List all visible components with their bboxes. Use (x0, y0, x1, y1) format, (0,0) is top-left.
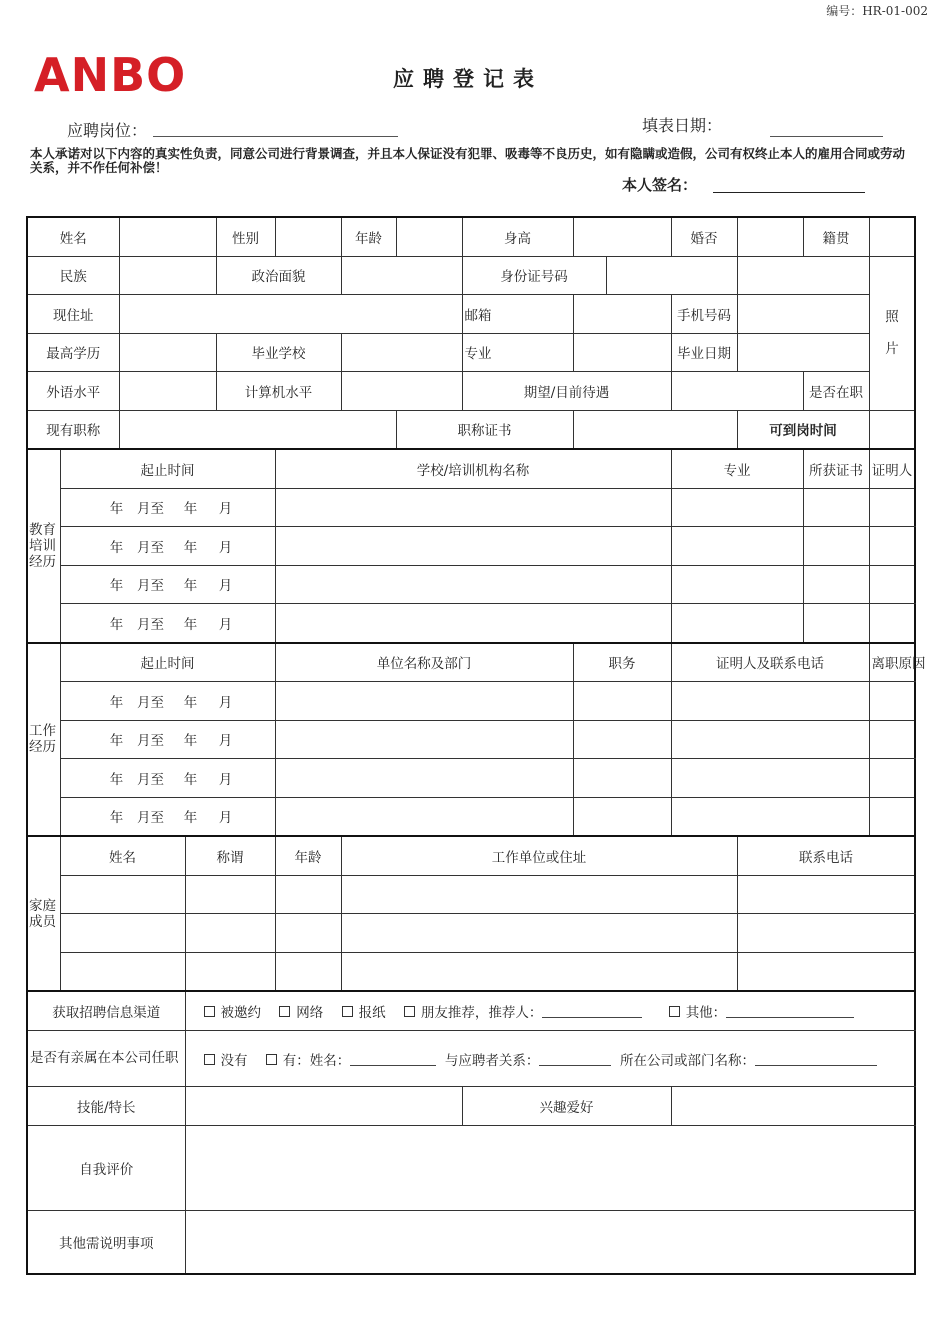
height-label: 身高 (462, 217, 573, 256)
work-header-reference: 证明人及联系电话 (671, 643, 869, 682)
language-field[interactable] (119, 372, 216, 411)
period-unit-2: 年 (183, 578, 198, 595)
computer-label: 计算机水平 (216, 372, 341, 411)
period-unit-2: 年 (183, 616, 198, 633)
edu-major-field[interactable] (671, 565, 803, 604)
table-row (27, 797, 915, 836)
relative-label: 是否有亲属在本公司任职 (27, 1031, 185, 1087)
work-reason-field[interactable] (869, 759, 915, 798)
work-company-field[interactable] (275, 797, 573, 836)
channel-options (185, 991, 915, 1031)
family-phone-field[interactable] (737, 952, 915, 991)
title-now-field[interactable] (119, 410, 396, 449)
application-form (26, 216, 926, 1275)
major-field[interactable] (573, 333, 671, 372)
family-relation-field[interactable] (185, 914, 275, 953)
photo-box[interactable]: 照 片 (869, 256, 915, 410)
period-unit-0: 年 (109, 733, 124, 750)
table-row (27, 604, 915, 643)
channel-option-referral: 朋友推荐，推荐人： (420, 1005, 543, 1021)
skills-field[interactable] (185, 1087, 462, 1126)
age-label: 年龄 (341, 217, 396, 256)
period-unit-2: 年 (183, 501, 198, 518)
school-field[interactable] (341, 333, 462, 372)
language-label: 外语水平 (27, 372, 119, 411)
checkbox[interactable] (266, 1054, 277, 1065)
edu-header-witness: 证明人 (869, 449, 915, 488)
edu-witness-field[interactable] (869, 604, 915, 643)
table-row (27, 527, 915, 566)
work-reference-field[interactable] (671, 720, 869, 759)
table-row (27, 720, 915, 759)
edu-major-field[interactable] (671, 527, 803, 566)
email-label: 邮箱 (462, 295, 573, 334)
signature-label: 本人签名： (622, 176, 698, 194)
other-channel-field[interactable] (726, 1005, 854, 1018)
other-notes-field[interactable] (185, 1211, 915, 1275)
company-logo: ANBO (34, 48, 187, 102)
family-name-field[interactable] (60, 952, 185, 991)
date-label: 填表日期： (642, 116, 723, 135)
native-field[interactable] (869, 217, 915, 256)
date-field[interactable] (770, 120, 883, 137)
family-header-address: 工作单位或住址 (341, 836, 737, 875)
work-position-field[interactable] (573, 720, 671, 759)
period-unit-1: 月至 (137, 578, 164, 595)
edu-cert-field[interactable] (803, 488, 869, 527)
table-row (27, 759, 915, 798)
family-name-field[interactable] (60, 914, 185, 953)
checkbox[interactable] (404, 1006, 415, 1017)
period-unit-1: 月至 (137, 810, 164, 827)
work-reason-field[interactable] (869, 797, 915, 836)
table-row (27, 488, 915, 527)
family-age-field[interactable] (275, 952, 341, 991)
channel-option-web: 网络 (296, 1005, 324, 1021)
edu-major-field[interactable] (671, 604, 803, 643)
hobby-field[interactable] (671, 1087, 915, 1126)
work-period-field[interactable] (60, 797, 275, 836)
family-address-field[interactable] (341, 952, 737, 991)
work-reference-field[interactable] (671, 759, 869, 798)
skills-label: 技能/特长 (27, 1087, 185, 1126)
family-header-phone: 联系电话 (737, 836, 915, 875)
edu-header-cert: 所获证书 (803, 449, 869, 488)
period-unit-2: 年 (183, 539, 198, 556)
relative-relation-label: 与应聘者关系： (444, 1052, 540, 1069)
grad-date-label: 毕业日期 (671, 333, 737, 372)
title-now-label: 现有职称 (27, 410, 119, 449)
period-unit-1: 月至 (137, 539, 164, 556)
age-field[interactable] (396, 217, 462, 256)
edu-period-field[interactable] (60, 488, 275, 527)
work-reason-field[interactable] (869, 682, 915, 721)
salary-field[interactable] (671, 372, 803, 411)
title-cert-field[interactable] (573, 410, 737, 449)
table-row (27, 914, 915, 953)
edu-cert-field[interactable] (803, 565, 869, 604)
work-company-field[interactable] (275, 682, 573, 721)
grad-date-field[interactable] (737, 333, 869, 372)
period-unit-2: 年 (183, 694, 198, 711)
applicant-promise: 本人承诺对以下内容的真实性负责，同意公司进行背景调查，并且本人保证没有犯罪、吸毒等不良历史，如有隐瞒或造假，公司有权终止本人的雇用合同或劳动关系，并不作任何补偿！ (30, 146, 906, 175)
period-unit-0: 年 (109, 539, 124, 556)
position-field[interactable] (153, 120, 398, 137)
period-unit-2: 年 (183, 810, 198, 827)
name-label: 姓名 (27, 217, 119, 256)
ethnic-label: 民族 (27, 256, 119, 295)
family-age-field[interactable] (275, 914, 341, 953)
married-field[interactable] (737, 217, 803, 256)
table-row (27, 952, 915, 991)
signature-field[interactable] (713, 177, 865, 193)
work-company-field[interactable] (275, 759, 573, 798)
edu-school-field[interactable] (275, 565, 671, 604)
work-position-field[interactable] (573, 759, 671, 798)
gender-label: 性别 (216, 217, 275, 256)
edu-header-school: 学校/培训机构名称 (275, 449, 671, 488)
period-unit-0: 年 (109, 810, 124, 827)
family-age-field[interactable] (275, 875, 341, 914)
work-header-position: 职务 (573, 643, 671, 682)
id-number-field[interactable] (606, 256, 737, 295)
work-position-field[interactable] (573, 682, 671, 721)
period-unit-0: 年 (109, 771, 124, 788)
page-title: 应聘登记表 (393, 66, 543, 91)
available-field[interactable] (869, 410, 915, 449)
family-relation-field[interactable] (185, 875, 275, 914)
channel-option-newspaper: 报纸 (358, 1005, 386, 1021)
relative-relation-field[interactable] (539, 1053, 611, 1066)
channel-option-invited: 被邀约 (220, 1005, 261, 1021)
name-field[interactable] (119, 217, 216, 256)
gender-field[interactable] (275, 217, 341, 256)
employed-label: 是否在职 (803, 372, 869, 411)
work-reference-field[interactable] (671, 682, 869, 721)
work-company-field[interactable] (275, 720, 573, 759)
edu-header-major: 专业 (671, 449, 803, 488)
period-unit-3: 月 (218, 810, 233, 827)
work-period-field[interactable] (60, 759, 275, 798)
work-header-period: 起止时间 (60, 643, 275, 682)
table-row (27, 682, 915, 721)
period-unit-3: 月 (218, 616, 233, 633)
family-name-field[interactable] (60, 875, 185, 914)
period-unit-0: 年 (109, 616, 124, 633)
period-unit-0: 年 (109, 578, 124, 595)
title-cert-label: 职称证书 (396, 410, 573, 449)
period-unit-2: 年 (183, 771, 198, 788)
self-eval-field[interactable] (185, 1126, 915, 1211)
education-label: 最高学历 (27, 333, 119, 372)
work-period-field[interactable] (60, 720, 275, 759)
position-label: 应聘岗位： (67, 121, 148, 140)
family-phone-field[interactable] (737, 875, 915, 914)
family-address-field[interactable] (341, 914, 737, 953)
edu-school-field[interactable] (275, 604, 671, 643)
married-label: 婚否 (671, 217, 737, 256)
id-number-field-ext[interactable] (737, 256, 869, 295)
relative-options (185, 1031, 915, 1087)
family-header-age: 年龄 (275, 836, 341, 875)
period-unit-1: 月至 (137, 733, 164, 750)
education-field[interactable] (119, 333, 216, 372)
family-header-name: 姓名 (60, 836, 185, 875)
checkbox[interactable] (342, 1006, 353, 1017)
relative-none: 没有 (220, 1052, 248, 1069)
channel-option-other: 其他： (685, 1005, 727, 1021)
period-unit-1: 月至 (137, 616, 164, 633)
edu-witness-field[interactable] (869, 565, 915, 604)
period-unit-3: 月 (218, 578, 233, 595)
channel-label: 获取招聘信息渠道 (27, 991, 185, 1031)
phone-field[interactable] (737, 295, 869, 334)
salary-label: 期望/目前待遇 (462, 372, 671, 411)
edu-major-field[interactable] (671, 488, 803, 527)
address-field[interactable] (119, 295, 462, 334)
period-unit-3: 月 (218, 733, 233, 750)
ethnic-field[interactable] (119, 256, 216, 295)
checkbox[interactable] (204, 1006, 215, 1017)
email-field[interactable] (573, 295, 671, 334)
edu-header-period: 起止时间 (60, 449, 275, 488)
political-field[interactable] (341, 256, 462, 295)
edu-witness-field[interactable] (869, 527, 915, 566)
period-unit-1: 月至 (137, 771, 164, 788)
self-eval-label: 自我评价 (27, 1126, 185, 1211)
relative-name-field[interactable] (350, 1053, 436, 1066)
family-phone-field[interactable] (737, 914, 915, 953)
period-unit-0: 年 (109, 501, 124, 518)
period-unit-2: 年 (183, 733, 198, 750)
height-field[interactable] (573, 217, 671, 256)
edu-period-field[interactable] (60, 565, 275, 604)
hobby-label: 兴趣爱好 (462, 1087, 671, 1126)
work-reference-field[interactable] (671, 797, 869, 836)
address-label: 现住址 (27, 295, 119, 334)
work-side-label: 工作经历 (27, 643, 60, 837)
period-unit-3: 月 (218, 694, 233, 711)
family-side-label: 家庭成员 (27, 836, 60, 991)
checkbox[interactable] (204, 1054, 215, 1065)
family-relation-field[interactable] (185, 952, 275, 991)
checkbox[interactable] (279, 1006, 290, 1017)
id-number-label: 身份证号码 (462, 256, 606, 295)
edu-cert-field[interactable] (803, 604, 869, 643)
family-header-relation: 称谓 (185, 836, 275, 875)
edu-school-field[interactable] (275, 527, 671, 566)
computer-field[interactable] (341, 372, 462, 411)
edu-school-field[interactable] (275, 488, 671, 527)
relative-yes-name: 有：姓名： (282, 1052, 351, 1069)
relative-dept-label: 所在公司或部门名称： (619, 1052, 755, 1069)
other-notes-label: 其他需说明事项 (27, 1211, 185, 1275)
relative-dept-field[interactable] (755, 1053, 877, 1066)
family-address-field[interactable] (341, 875, 737, 914)
phone-label: 手机号码 (671, 295, 737, 334)
work-period-field[interactable] (60, 682, 275, 721)
edu-side-label: 教育 培训 经历 (27, 449, 60, 643)
work-position-field[interactable] (573, 797, 671, 836)
period-unit-0: 年 (109, 694, 124, 711)
period-unit-1: 月至 (137, 694, 164, 711)
edu-witness-field[interactable] (869, 488, 915, 527)
work-header-company: 单位名称及部门 (275, 643, 573, 682)
period-unit-1: 月至 (137, 501, 164, 518)
native-label: 籍贯 (803, 217, 869, 256)
school-label: 毕业学校 (216, 333, 341, 372)
document-code: 编号：HR-01-002 (826, 4, 928, 18)
political-label: 政治面貌 (216, 256, 341, 295)
work-reason-field[interactable] (869, 720, 915, 759)
work-header-reason: 离职原因 (869, 643, 915, 682)
major-label: 专业 (462, 333, 573, 372)
edu-cert-field[interactable] (803, 527, 869, 566)
period-unit-3: 月 (218, 501, 233, 518)
checkbox[interactable] (669, 1006, 680, 1017)
table-row (27, 875, 915, 914)
edu-period-field[interactable] (60, 527, 275, 566)
edu-period-field[interactable] (60, 604, 275, 643)
referrer-field[interactable] (542, 1005, 642, 1018)
table-row (27, 565, 915, 604)
period-unit-3: 月 (218, 539, 233, 556)
period-unit-3: 月 (218, 771, 233, 788)
available-label: 可到岗时间 (737, 410, 869, 449)
